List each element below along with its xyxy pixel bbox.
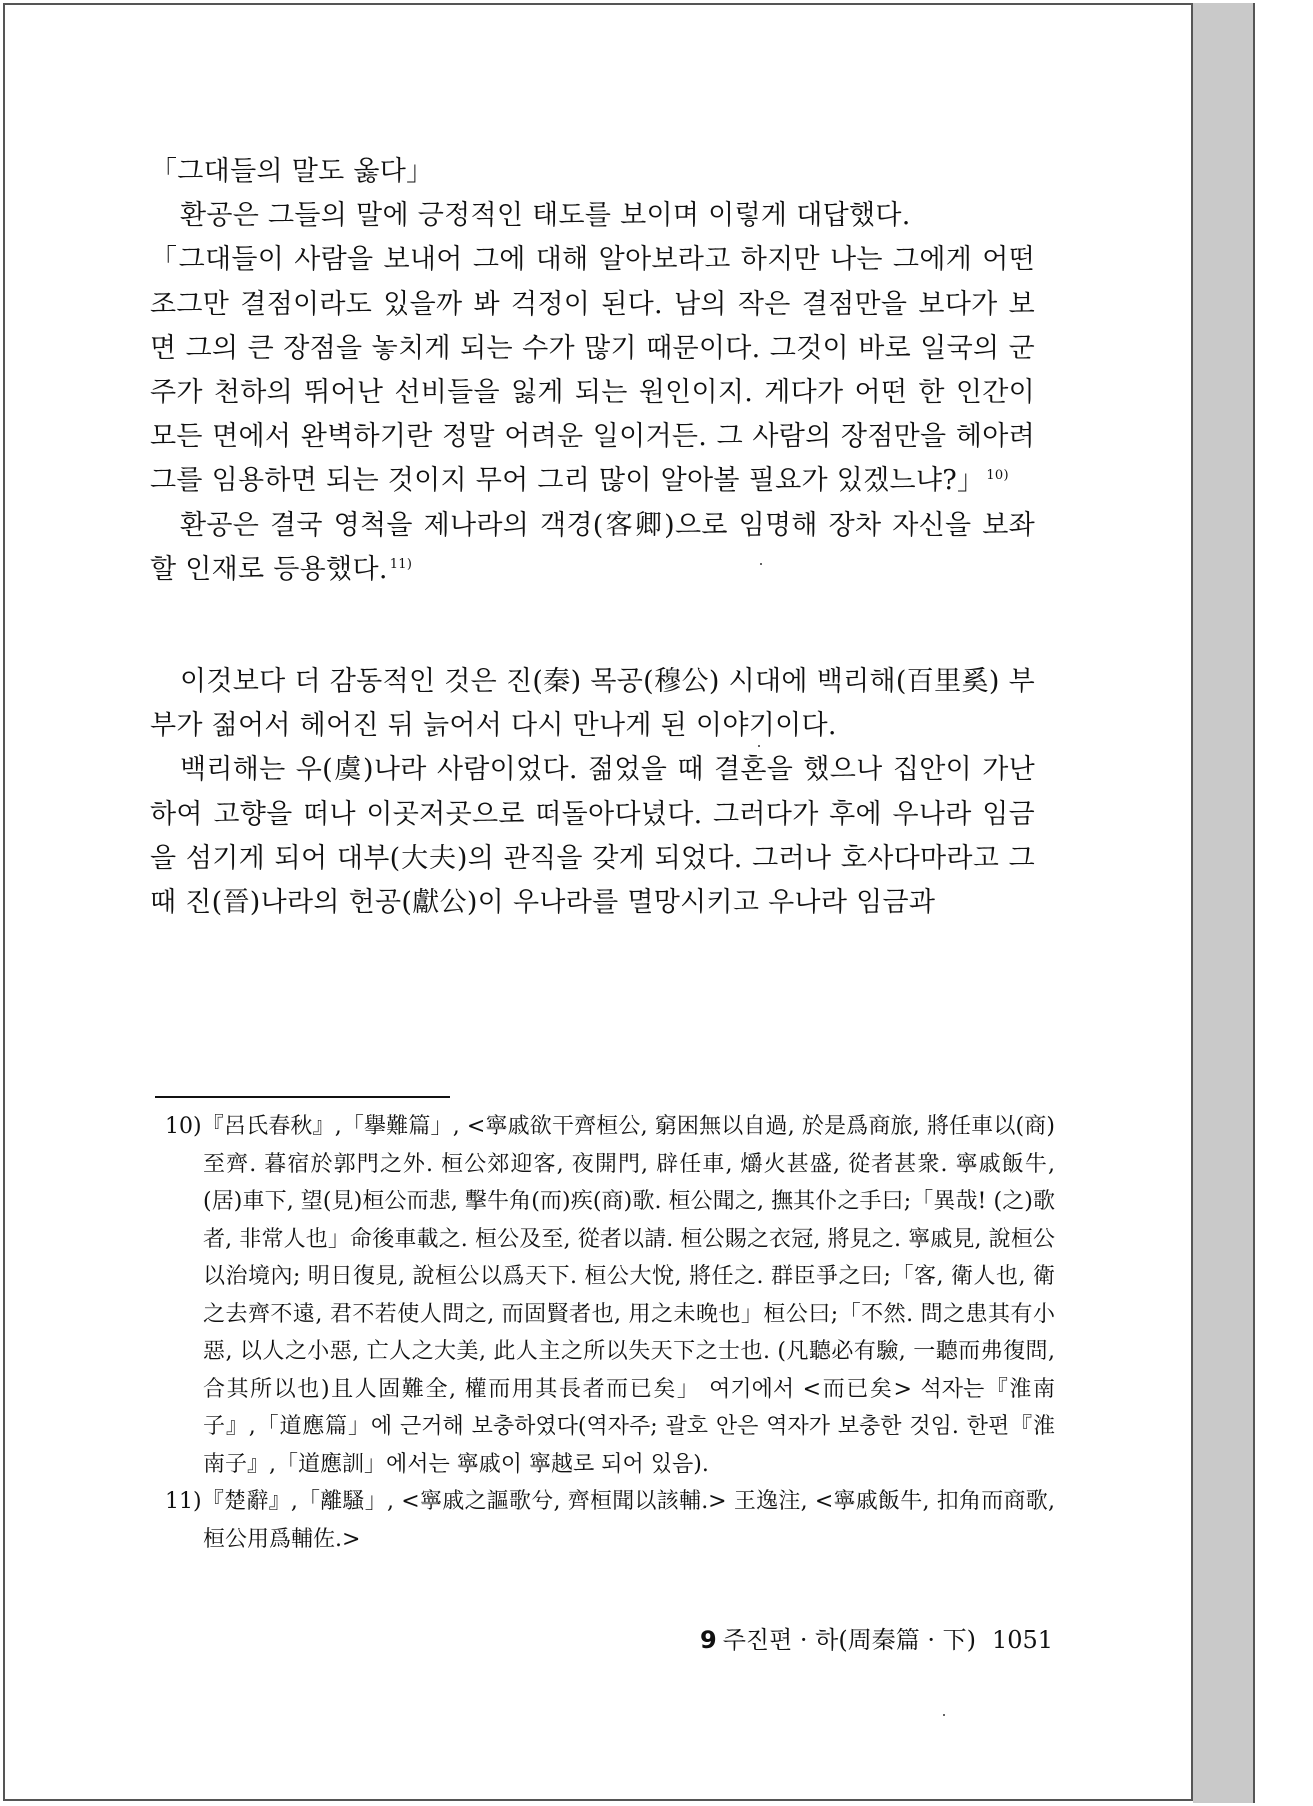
section-break — [150, 592, 1035, 660]
book-spine — [1193, 3, 1255, 1803]
speck — [760, 563, 762, 565]
body-text — [150, 150, 1035, 925]
speck — [758, 745, 760, 747]
footnote: 10)『呂氏春秋』,「擧難篇」, <寧戚欲干齊桓公, 窮困無以自過, 於是爲商旅, 將任車以(商)至齊. 暮宿於郭門之外. 桓公郊迎客, 夜開門, 辟任車, 爝火甚盛, 從者甚衆. 寧戚飯牛, (居)車下, 望(見)桓公而悲, 擊牛角(而)疾(商)歌. 桓公聞之, 撫其仆之手曰;「異哉! (之)歌者, 非常人也」命後車載之. 桓公及至, 從者以請. 桓公賜之衣冠, 將見之. 寧戚見, 說桓公以治境內; 明日復見, 說桓公以爲天下. 桓公大悅, 將任之. 群臣爭之曰;「客, 衛人也, 衛之去齊不遠, 君不若使人問之, 而固賢者也, 用之未晚也」桓公曰;「不然. 問之患其有小惡, 以人之小惡, 亡人之大美, 此人主之所以失天下之士也. (凡聽必有驗, 一聽而弗復問, 合其所以也)且人固難全, 權而用其長者而已矣」 여기에서 <而已矣> 석자는『淮南子』,「道應篇」에 근거해 보충하였다(역자주; 괄호 안은 역자가 보충한 것임. 한편『淮南子』,「道應訓」에서는 寧戚이 寧越로 되어 있음). — [165, 1114, 1055, 1477]
paragraph: 백리해는 우(虞)나라 사람이었다. 젊었을 때 결혼을 했으나 집안이 가난하여 고향을 떠나 이곳저곳으로 떠돌아다녔다. 그러다가 후에 우나라 임금을 섬기게 되어 대부(大夫)의 관직을 갖게 되었다. 그러나 호사다마라고 그때 진(晉)나라의 헌공(獻公)이 우나라를 멸망시키고 우나라 임금과 — [150, 754, 1035, 919]
chapter-title: 주진편 · 하(周秦篇 · 下) — [722, 1626, 976, 1654]
page-footer — [700, 1620, 1054, 1655]
page-number: 1051 — [991, 1626, 1054, 1654]
footnote: 11)『楚辭』,「離騷」, <寧戚之謳歌兮, 齊桓聞以該輔.> 王逸注, <寧戚飯牛, 扣角而商歌, 桓公用爲輔佐.> — [165, 1489, 1055, 1552]
speck — [943, 1714, 945, 1716]
paragraph: 「그대들이 사람을 보내어 그에 대해 알아보라고 하지만 나는 그에게 어떤 조그만 결점이라도 있을까 봐 걱정이 된다. 남의 작은 결점만을 보다가 보면 그의 큰 장점을 놓치게 되는 수가 많기 때문이다. 그것이 바로 일국의 군주가 천하의 뛰어난 선비들을 잃게 되는 원인이지. 게다가 어떤 한 인간이 모든 면에서 완벽하기란 정말 어려운 일이거든. 그 사람의 장점만을 헤아려 그를 임용하면 되는 것이지 무어 그리 많이 알아볼 필요가 있겠느냐?」 $^{10)}$ — [150, 244, 1035, 497]
footnote-marker: 11) — [389, 556, 413, 572]
footnotes — [165, 1108, 1055, 1558]
footnote-rule — [155, 1096, 450, 1098]
paragraph: 「그대들의 말도 옳다」 — [150, 156, 434, 187]
paragraph: 환공은 결국 영척을 제나라의 객경(客卿)으로 임명해 장차 자신을 보좌할 인재로 등용했다. $^{11)}$ — [150, 509, 1035, 585]
paragraph: 이것보다 더 감동적인 것은 진(秦) 목공(穆公) 시대에 백리해(百里奚) 부부가 젊어서 헤어진 뒤 늙어서 다시 만나게 된 이야기이다. — [150, 666, 1035, 742]
paragraph: 환공은 그들의 말에 긍정적인 태도를 보이며 이렇게 대답했다. — [180, 200, 911, 232]
chapter-number: 9 — [700, 1626, 717, 1654]
footnote-marker: 10) — [986, 468, 1009, 484]
